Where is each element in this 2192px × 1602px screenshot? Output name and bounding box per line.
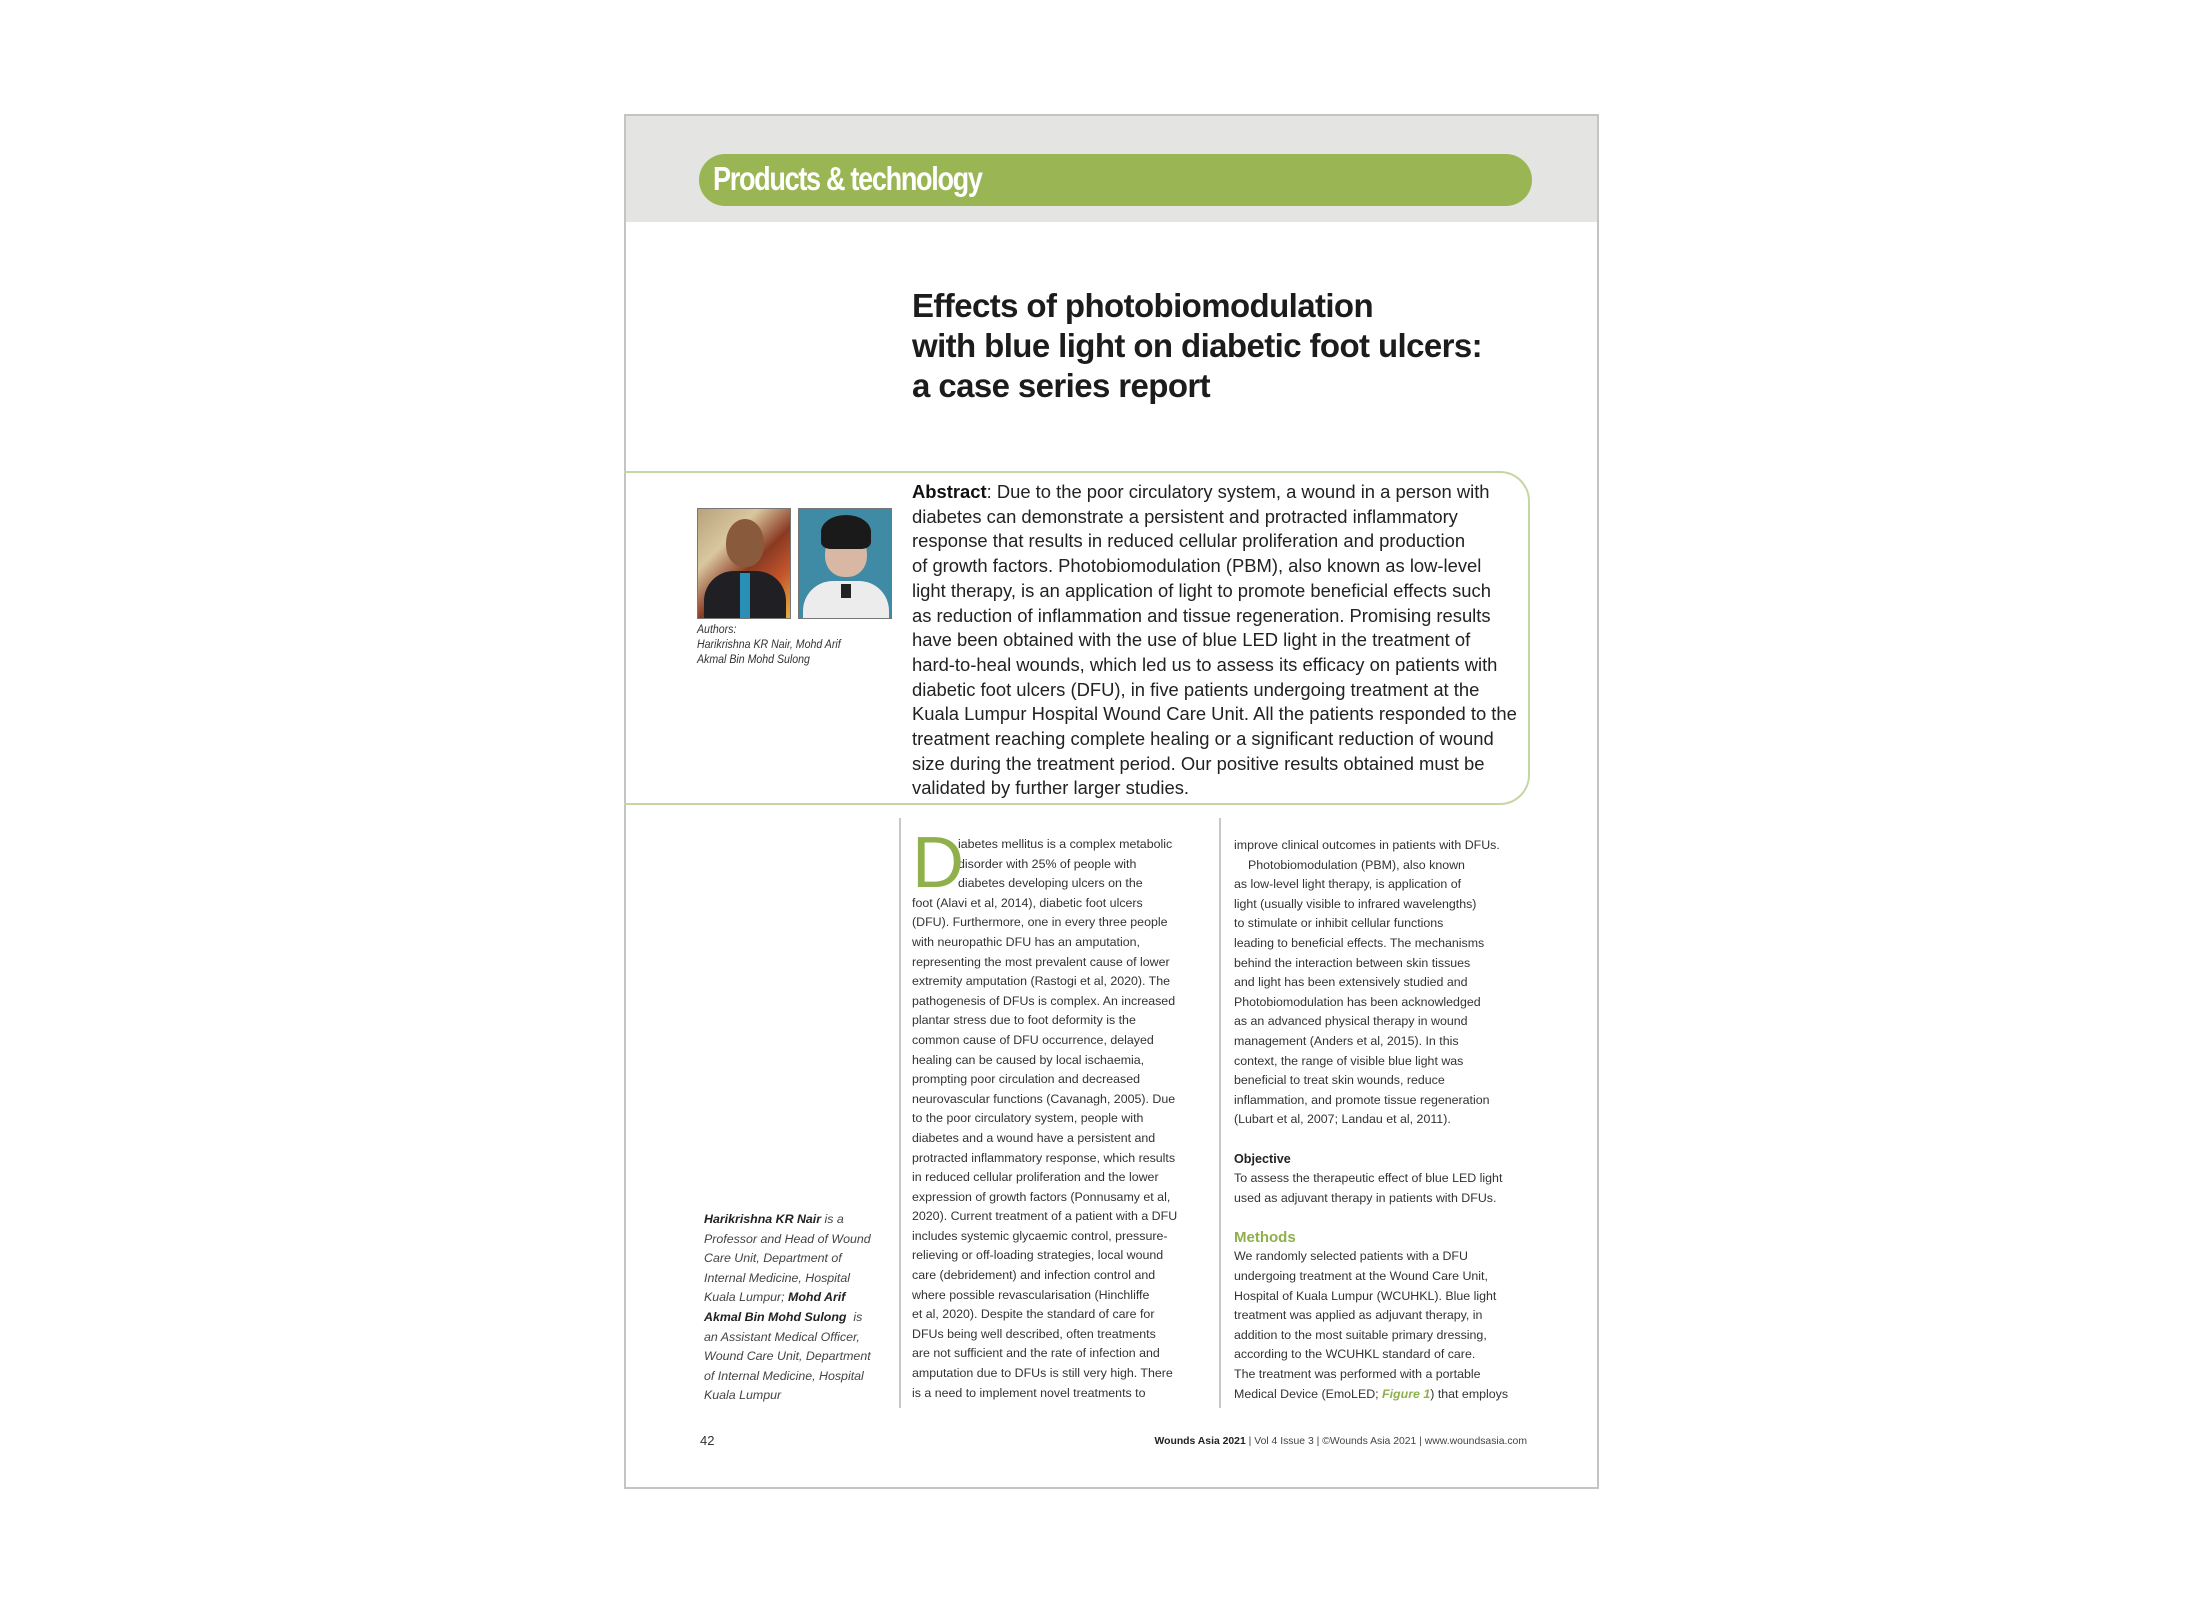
body-line: common cause of DFU occurrence, delayed	[912, 1032, 1154, 1047]
abstract-line: size during the treatment period. Our positive results obtained must be	[912, 752, 1485, 774]
body-line: treatment was applied as adjuvant therapy, in	[1234, 1308, 1483, 1323]
column-divider-right	[1219, 818, 1221, 1408]
title-line: Effects of photobiomodulation	[912, 287, 1374, 324]
body-line: iabetes mellitus is a complex metabolic	[958, 837, 1173, 851]
body-text: ) that employs	[1430, 1386, 1509, 1401]
methods-heading: Methods	[1234, 1228, 1296, 1246]
body-line: Hospital of Kuala Lumpur (WCUHKL). Blue light	[1234, 1288, 1497, 1303]
figure-1-link[interactable]: Figure 1	[1382, 1386, 1431, 1401]
abstract-line: validated by further larger studies.	[912, 777, 1190, 799]
bio-name: Akmal Bin Mohd Sulong	[704, 1309, 847, 1324]
bio-line: Wound Care Unit, Department	[704, 1349, 871, 1364]
bio-name: Harikrishna KR Nair	[704, 1212, 822, 1226]
body-line: neurovascular functions (Cavanagh, 2005). Due	[912, 1091, 1176, 1106]
article-title	[912, 286, 1572, 406]
body-line: behind the interaction between skin tissues	[1234, 955, 1471, 970]
body-line: plantar stress due to foot deformity is the	[912, 1013, 1136, 1028]
author-bio	[704, 1210, 904, 1406]
body-line: The treatment was performed with a portable	[1234, 1367, 1481, 1382]
body-line: (DFU). Furthermore, one in every three people	[912, 915, 1168, 930]
bio-line: Care Unit, Department of	[704, 1251, 842, 1266]
body-line: pathogenesis of DFUs is complex. An increased	[912, 993, 1176, 1008]
authors-label: Authors:	[697, 624, 737, 636]
abstract-line: of growth factors. Photobiomodulation (PBM), also known as low-level	[912, 555, 1482, 577]
body-line: protracted inflammatory response, which results	[912, 1150, 1176, 1165]
body-line: to the poor circulatory system, people with	[912, 1111, 1144, 1126]
body-line: (Lubart et al, 2007; Landau et al, 2011).	[1234, 1112, 1451, 1127]
author-photo-1	[697, 508, 791, 619]
abstract	[912, 480, 1532, 801]
body-line: We randomly selected patients with a DFU	[1234, 1249, 1468, 1264]
body-line: expression of growth factors (Ponnusamy et al,	[912, 1189, 1171, 1204]
body-line: are not sufficient and the rate of infection and	[912, 1346, 1160, 1361]
body-line: leading to beneficial effects. The mechanisms	[1234, 935, 1485, 950]
body-line: DFUs being well described, often treatments	[912, 1326, 1156, 1341]
body-line: context, the range of visible blue light was	[1234, 1053, 1464, 1068]
body-line	[1234, 1385, 1544, 1405]
bio-line: Kuala Lumpur	[704, 1388, 782, 1403]
bio-line: an Assistant Medical Officer,	[704, 1329, 860, 1344]
body-line: 2020). Current treatment of a patient with a DFU	[912, 1209, 1178, 1224]
body-line: management (Anders et al, 2015). In this	[1234, 1033, 1459, 1048]
body-line: used as adjuvant therapy in patients with DFUs.	[1234, 1190, 1497, 1205]
body-line: light (usually visible to infrared wavelengths)	[1234, 896, 1477, 911]
drop-cap: D	[912, 823, 964, 903]
objective-heading: Objective	[1234, 1151, 1291, 1166]
abstract-line: : Due to the poor circulatory system, a wound in a person with	[986, 481, 1490, 502]
body-line: Photobiomodulation has been acknowledged	[1234, 994, 1481, 1009]
abstract-line: hard-to-heal wounds, which led us to assess its efficacy on patients with	[912, 653, 1498, 675]
body-line: in reduced cellular proliferation and the lower	[912, 1170, 1159, 1185]
body-line: care (debridement) and infection control and	[912, 1268, 1156, 1283]
abstract-line: Kuala Lumpur Hospital Wound Care Unit. All the patients responded to the	[912, 703, 1517, 725]
body-line: with neuropathic DFU has an amputation,	[912, 934, 1140, 949]
body-line: improve clinical outcomes in patients with DFUs.	[1234, 838, 1500, 852]
bio-line: of Internal Medicine, Hospital	[704, 1368, 864, 1383]
footer-info: | Vol 4 Issue 3 | ©Wounds Asia 2021 | www.woundsasia.com	[1245, 1436, 1527, 1447]
abstract-line: diabetes can demonstrate a persistent and protracted inflammatory	[912, 505, 1458, 527]
body-line: To assess the therapeutic effect of blue LED light	[1234, 1171, 1503, 1186]
body-line: healing can be caused by local ischaemia,	[912, 1052, 1145, 1067]
header-band	[626, 116, 1597, 222]
body-line: diabetes developing ulcers on the	[958, 876, 1143, 891]
body-line: diabetes and a wound have a persistent and	[912, 1130, 1156, 1145]
body-line: extremity amputation (Rastogi et al, 2020). The	[912, 974, 1171, 989]
page-footer	[1155, 1436, 1528, 1447]
journal-name: Wounds Asia 2021	[1154, 1436, 1246, 1447]
body-line: disorder with 25% of people with	[958, 856, 1137, 871]
body-line: is a need to implement novel treatments to	[912, 1385, 1146, 1400]
body-line: as low-level light therapy, is application of	[1234, 877, 1462, 892]
abstract-line: diabetic foot ulcers (DFU), in five patients undergoing treatment at the	[912, 678, 1480, 700]
title-line: with blue light on diabetic foot ulcers:	[912, 327, 1483, 364]
authors-caption	[697, 623, 890, 668]
abstract-line: as reduction of inflammation and tissue regeneration. Promising results	[912, 604, 1491, 626]
body-line: includes systemic glycaemic control, pressure-	[912, 1228, 1168, 1243]
body-line: undergoing treatment at the Wound Care Unit,	[1234, 1269, 1488, 1284]
body-line: prompting poor circulation and decreased	[912, 1072, 1140, 1087]
body-line: to stimulate or inhibit cellular functions	[1234, 916, 1444, 931]
body-line: as an advanced physical therapy in wound	[1234, 1014, 1468, 1029]
body-line: beneficial to treat skin wounds, reduce	[1234, 1073, 1445, 1088]
body-line: and light has been extensively studied and	[1234, 975, 1468, 990]
author-photo-2	[798, 508, 892, 619]
authors-line: Harikrishna KR Nair, Mohd Arif	[697, 639, 841, 651]
body-line: addition to the most suitable primary dressing,	[1234, 1327, 1487, 1342]
section-banner	[699, 154, 1532, 206]
body-column-left	[912, 823, 1212, 1403]
journal-page	[624, 114, 1599, 1489]
abstract-line: response that results in reduced cellular proliferation and production	[912, 530, 1466, 552]
bio-text: is a	[821, 1212, 844, 1226]
abstract-line: light therapy, is an application of light to promote beneficial effects such	[912, 579, 1491, 601]
body-line: where possible revascularisation (Hinchliffe	[912, 1287, 1150, 1302]
title-line: a case series report	[912, 367, 1211, 404]
body-line: representing the most prevalent cause of lower	[912, 954, 1170, 969]
section-label: Products & technology	[713, 160, 982, 197]
bio-name: Mohd Arif	[788, 1290, 846, 1305]
body-line: relieving or off-loading strategies, local wound	[912, 1248, 1164, 1263]
authors-line: Akmal Bin Mohd Sulong	[697, 654, 810, 666]
bio-line: Internal Medicine, Hospital	[704, 1270, 851, 1285]
abstract-line: treatment reaching complete healing or a significant reduction of wound	[912, 728, 1494, 750]
bio-text: is	[846, 1309, 863, 1324]
body-column-right	[1234, 836, 1544, 1404]
body-text: Medical Device (EmoLED;	[1234, 1386, 1383, 1401]
body-line: Photobiomodulation (PBM), also known	[1248, 857, 1465, 872]
bio-text: Kuala Lumpur;	[704, 1290, 789, 1305]
body-line: amputation due to DFUs is still very high. There	[912, 1366, 1173, 1381]
body-line: foot (Alavi et al, 2014), diabetic foot ulcers	[912, 895, 1143, 910]
body-line: inflammation, and promote tissue regeneration	[1234, 1092, 1490, 1107]
body-line: et al, 2020). Despite the standard of care for	[912, 1307, 1155, 1322]
page-number: 42	[700, 1433, 715, 1448]
bio-line: Professor and Head of Wound	[704, 1231, 871, 1246]
body-line: according to the WCUHKL standard of care.	[1234, 1347, 1476, 1362]
abstract-line: have been obtained with the use of blue LED light in the treatment of	[912, 629, 1471, 651]
abstract-label: Abstract	[912, 481, 987, 502]
